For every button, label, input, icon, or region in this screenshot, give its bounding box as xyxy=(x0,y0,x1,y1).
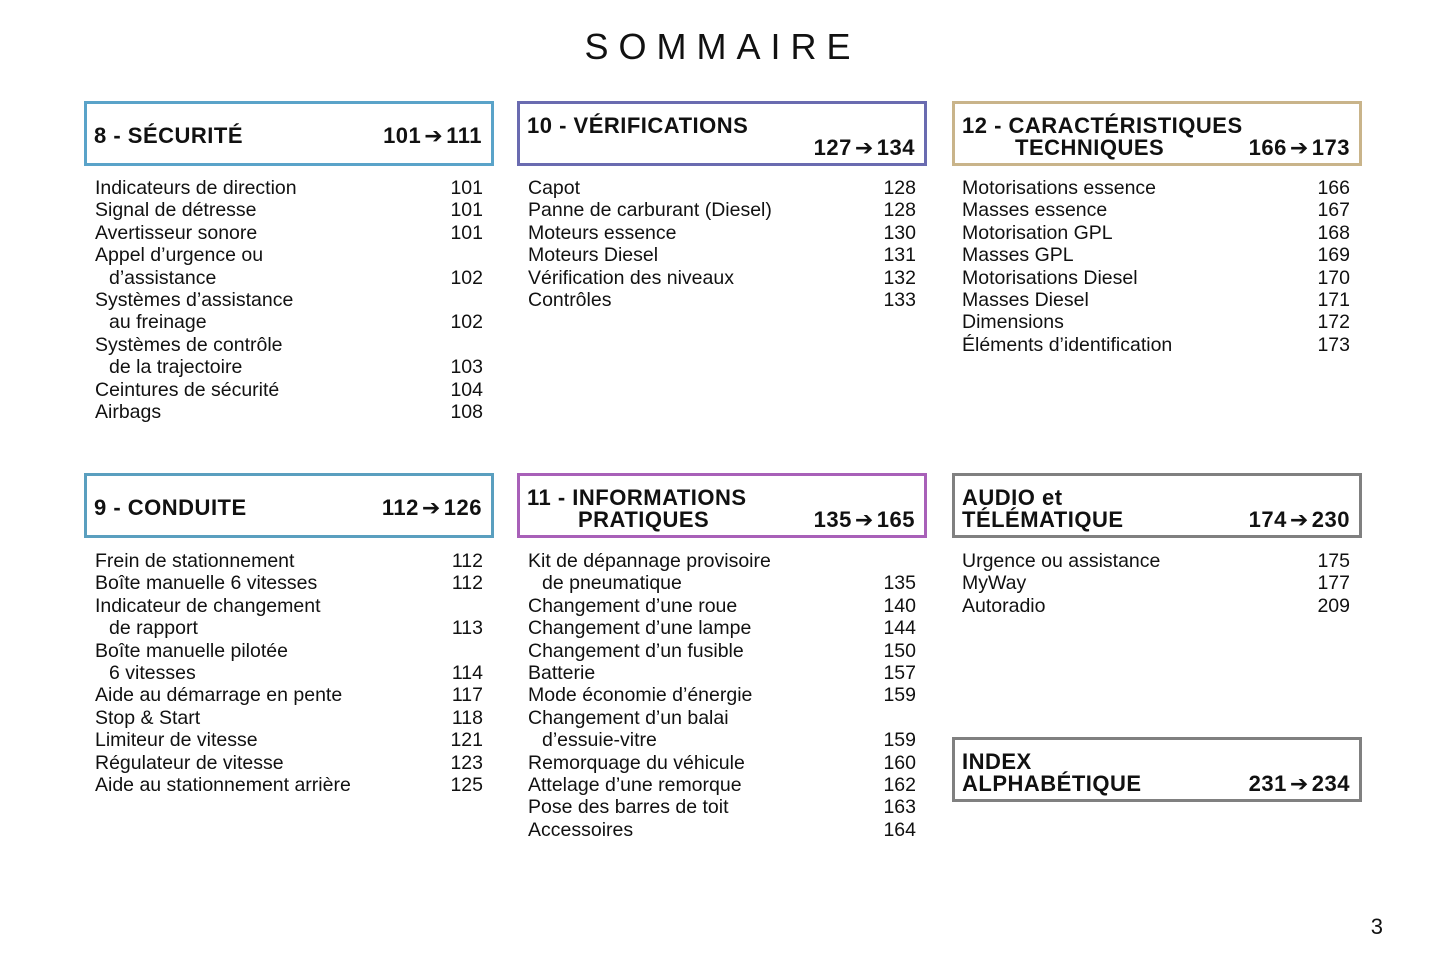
section-title: 10 - VÉRIFICATIONS xyxy=(527,113,749,138)
toc-entry-title: Systèmes de contrôle xyxy=(95,333,283,356)
toc-entry-title: Accessoires xyxy=(528,818,634,841)
toc-entry-page: 168 xyxy=(1317,221,1350,244)
toc-entry-title-continued: au freinage xyxy=(109,311,207,334)
toc-entry-title: Pose des barres de toit xyxy=(528,796,729,819)
toc-entry[interactable] xyxy=(962,334,1350,356)
toc-entry-page: 102 xyxy=(450,311,483,334)
toc-entry-title: Ceintures de sécurité xyxy=(95,378,280,401)
toc-entry-title: Changement d’une lampe xyxy=(528,617,752,640)
section-header-informations[interactable] xyxy=(517,473,927,538)
toc-entry-title: Attelage d’une remorque xyxy=(528,774,742,797)
toc-entry[interactable] xyxy=(962,267,1350,289)
toc-entry[interactable] xyxy=(95,177,483,199)
toc-entry-title: Urgence ou assistance xyxy=(962,550,1161,572)
arrow-right-icon: ➔ xyxy=(1289,507,1309,532)
toc-entry-page: 144 xyxy=(883,617,916,640)
section-page-range: 101 ➔ 111 xyxy=(383,123,482,148)
toc-entry-page: 117 xyxy=(451,684,483,707)
toc-entry-title: Autoradio xyxy=(962,594,1046,617)
toc-entry[interactable] xyxy=(95,684,483,706)
toc-entry[interactable] xyxy=(95,199,483,221)
section-title-line2: PRATIQUES xyxy=(578,507,710,532)
toc-entry-page: 121 xyxy=(450,729,483,752)
toc-entry[interactable] xyxy=(962,550,1350,572)
toc-entry-page: 118 xyxy=(451,706,483,729)
toc-entry[interactable] xyxy=(95,640,483,685)
toc-entry-page: 112 xyxy=(451,550,483,572)
arrow-right-icon: ➔ xyxy=(424,123,444,148)
toc-entry[interactable] xyxy=(962,311,1350,333)
section-title-line2: TÉLÉMATIQUE xyxy=(962,507,1124,532)
toc-entry[interactable] xyxy=(95,550,483,572)
toc-entry-title: Motorisations essence xyxy=(962,177,1157,199)
toc-entry-title: Masses GPL xyxy=(962,244,1074,267)
toc-entry-title: Aide au stationnement arrière xyxy=(95,774,351,797)
toc-entry[interactable] xyxy=(962,572,1350,594)
toc-entry-page: 157 xyxy=(883,662,916,685)
toc-entry-page: 177 xyxy=(1317,572,1350,595)
toc-entry[interactable] xyxy=(962,244,1350,266)
section-title: 12 - CARACTÉRISTIQUES xyxy=(962,113,1243,138)
section-title: 11 - INFORMATIONS xyxy=(527,485,747,510)
toc-entry-title: Masses Diesel xyxy=(962,289,1089,312)
toc-entry[interactable] xyxy=(528,819,916,841)
section-title: AUDIO et xyxy=(962,485,1063,510)
toc-entry-title: Kit de dépannage provisoire xyxy=(528,550,771,572)
toc-entry-page: 162 xyxy=(883,774,916,797)
section-page-range: 231 ➔ 234 xyxy=(1248,771,1350,796)
toc-entry-title: Aide au démarrage en pente xyxy=(95,684,343,707)
section-title-line2: TECHNIQUES xyxy=(1015,135,1165,160)
section-header-audio[interactable] xyxy=(952,473,1362,538)
toc-entry-title: Dimensions xyxy=(962,311,1064,334)
toc-entry-page: 128 xyxy=(883,199,916,222)
toc-entry-page: 164 xyxy=(883,818,916,841)
toc-entry-title: Contrôles xyxy=(528,289,612,312)
page-title: SOMMAIRE xyxy=(584,26,861,67)
arrow-right-icon: ➔ xyxy=(854,135,874,160)
toc-entry[interactable] xyxy=(528,707,916,752)
toc-entry-title-continued: d’essuie-vitre xyxy=(542,729,657,752)
toc-entry[interactable] xyxy=(528,177,916,199)
toc-entry[interactable] xyxy=(528,595,916,617)
toc-entry-title: Capot xyxy=(528,177,581,199)
toc-entry-title: Stop & Start xyxy=(95,706,201,729)
toc-entry-page: 135 xyxy=(883,572,916,595)
toc-entry[interactable] xyxy=(95,707,483,729)
toc-entry-title: Airbags xyxy=(95,401,162,424)
section-entries-securite xyxy=(95,177,483,423)
toc-entry-page: 123 xyxy=(450,751,483,774)
toc-entry-title-continued: 6 vitesses xyxy=(109,662,196,685)
toc-entry-title: Masses essence xyxy=(962,199,1108,222)
section-entries-caracteristiques xyxy=(962,177,1350,356)
arrow-right-icon: ➔ xyxy=(421,495,441,520)
toc-entry-title: Changement d’une roue xyxy=(528,594,738,617)
toc-entry-title-continued: de la trajectoire xyxy=(109,356,243,379)
toc-entry-title-continued: de rapport xyxy=(109,617,198,640)
toc-entry-title: Remorquage du véhicule xyxy=(528,751,745,774)
toc-entry-page: 112 xyxy=(451,572,483,595)
toc-entry-title: Panne de carburant (Diesel) xyxy=(528,199,772,222)
toc-entry[interactable] xyxy=(528,550,916,595)
section-header-verifications[interactable] xyxy=(517,101,927,166)
toc-entry-title: Changement d’un balai xyxy=(528,706,729,729)
toc-entry[interactable] xyxy=(528,244,916,266)
toc-entry-title: MyWay xyxy=(962,572,1027,595)
toc-entry[interactable] xyxy=(95,334,483,379)
section-header-conduite[interactable] xyxy=(84,473,494,538)
toc-entry[interactable] xyxy=(528,617,916,639)
toc-entry-page: 160 xyxy=(883,751,916,774)
toc-entry[interactable] xyxy=(95,572,483,594)
toc-entry-page: 159 xyxy=(883,729,916,752)
toc-entry-title: Frein de stationnement xyxy=(95,550,295,572)
toc-entry-page: 173 xyxy=(1317,333,1350,356)
toc-entry-page: 170 xyxy=(1317,266,1350,289)
section-title: INDEX xyxy=(962,749,1032,774)
toc-entry-page: 209 xyxy=(1317,594,1350,617)
page-number: 3 xyxy=(1370,914,1383,939)
toc-entry[interactable] xyxy=(95,595,483,640)
section-entries-conduite xyxy=(95,550,483,796)
toc-entry-page: 167 xyxy=(1317,199,1350,222)
section-title: 8 - SÉCURITÉ xyxy=(94,123,244,148)
toc-entry-title-continued: de pneumatique xyxy=(542,572,682,595)
toc-entry[interactable] xyxy=(528,684,916,706)
toc-entry[interactable] xyxy=(528,752,916,774)
toc-entry-page: 133 xyxy=(883,289,916,312)
section-entries-informations xyxy=(528,550,916,841)
toc-entry[interactable] xyxy=(95,222,483,244)
toc-entry[interactable] xyxy=(95,289,483,334)
toc-entry-page: 114 xyxy=(451,662,483,685)
toc-entry-title: Motorisations Diesel xyxy=(962,266,1138,289)
toc-entry-title: Avertisseur sonore xyxy=(95,221,258,244)
toc-entry-page: 125 xyxy=(450,774,483,797)
section-header-index[interactable] xyxy=(952,737,1362,802)
section-page-range: 112 ➔ 126 xyxy=(381,495,482,520)
toc-entry-page: 175 xyxy=(1317,550,1350,572)
toc-entry-title: Indicateur de changement xyxy=(95,594,321,617)
toc-entry-page: 102 xyxy=(450,266,483,289)
toc-entry[interactable] xyxy=(95,379,483,401)
toc-entry-page: 169 xyxy=(1317,244,1350,267)
toc-entry-page: 171 xyxy=(1317,289,1350,312)
toc-entry-title: Boîte manuelle 6 vitesses xyxy=(95,572,318,595)
section-header-caracteristiques[interactable] xyxy=(952,101,1362,166)
toc-entry-page: 101 xyxy=(450,199,483,222)
toc-entry-page: 130 xyxy=(883,221,916,244)
section-page-range: 174 ➔ 230 xyxy=(1248,507,1350,532)
arrow-right-icon: ➔ xyxy=(854,507,874,532)
toc-entry-title: Moteurs Diesel xyxy=(528,244,659,267)
toc-entry-page: 101 xyxy=(450,177,483,199)
toc-entry[interactable] xyxy=(95,729,483,751)
toc-entry-title: Limiteur de vitesse xyxy=(95,729,258,752)
section-title-line2: ALPHABÉTIQUE xyxy=(962,771,1142,796)
toc-entry[interactable] xyxy=(528,267,916,289)
toc-entry-title: Boîte manuelle pilotée xyxy=(95,639,288,662)
toc-entry-page: 132 xyxy=(883,266,916,289)
toc-entry[interactable] xyxy=(95,774,483,796)
section-title: 9 - CONDUITE xyxy=(94,495,247,520)
toc-entry-title: Vérification des niveaux xyxy=(528,266,734,289)
toc-entry-title-continued: d’assistance xyxy=(109,266,217,289)
toc-entry-title: Motorisation GPL xyxy=(962,221,1113,244)
toc-entry-page: 103 xyxy=(450,356,483,379)
toc-entry-page: 128 xyxy=(883,177,916,199)
arrow-right-icon: ➔ xyxy=(1289,771,1309,796)
toc-entry-page: 150 xyxy=(883,639,916,662)
section-entries-audio xyxy=(962,550,1350,617)
toc-entry-title: Indicateurs de direction xyxy=(95,177,297,199)
toc-entry-title: Régulateur de vitesse xyxy=(95,751,284,774)
toc-entry-title: Changement d’un fusible xyxy=(528,639,744,662)
toc-entry-page: 108 xyxy=(450,401,483,424)
toc-entry-title: Mode économie d’énergie xyxy=(528,684,753,707)
toc-entry[interactable] xyxy=(962,222,1350,244)
toc-entry[interactable] xyxy=(528,796,916,818)
toc-entry[interactable] xyxy=(95,401,483,423)
arrow-right-icon: ➔ xyxy=(1289,135,1309,160)
toc-entry-title: Systèmes d’assistance xyxy=(95,289,294,312)
toc-entry[interactable] xyxy=(962,289,1350,311)
toc-entry[interactable] xyxy=(962,199,1350,221)
toc-entry-page: 140 xyxy=(883,594,916,617)
section-page-range: 166 ➔ 173 xyxy=(1248,135,1350,160)
toc-entry-page: 166 xyxy=(1317,177,1350,199)
toc-entry-title: Batterie xyxy=(528,662,596,685)
toc-entry[interactable] xyxy=(528,199,916,221)
section-header-securite[interactable] xyxy=(84,101,494,166)
section-page-range: 135 ➔ 165 xyxy=(813,507,915,532)
toc-entry[interactable] xyxy=(95,244,483,289)
toc-entry-title: Éléments d’identification xyxy=(962,333,1173,356)
toc-entry[interactable] xyxy=(962,595,1350,617)
toc-entry-page: 172 xyxy=(1317,311,1350,334)
toc-entry[interactable] xyxy=(528,662,916,684)
section-page-range: 127 ➔ 134 xyxy=(813,135,915,160)
toc-entry-page: 159 xyxy=(883,684,916,707)
section-entries-verifications xyxy=(528,177,916,311)
toc-entry[interactable] xyxy=(962,177,1350,199)
toc-entry-page: 101 xyxy=(450,221,483,244)
toc-entry[interactable] xyxy=(528,640,916,662)
toc-entry-title: Signal de détresse xyxy=(95,199,257,222)
toc-entry-page: 113 xyxy=(451,617,483,640)
toc-entry-page: 163 xyxy=(883,796,916,819)
toc-entry-title: Appel d’urgence ou xyxy=(95,244,264,267)
toc-entry-page: 104 xyxy=(450,378,483,401)
toc-entry[interactable] xyxy=(528,289,916,311)
toc-entry-title: Moteurs essence xyxy=(528,221,677,244)
toc-entry-page: 131 xyxy=(883,244,916,267)
toc-entry[interactable] xyxy=(528,774,916,796)
toc-entry[interactable] xyxy=(528,222,916,244)
toc-entry[interactable] xyxy=(95,752,483,774)
